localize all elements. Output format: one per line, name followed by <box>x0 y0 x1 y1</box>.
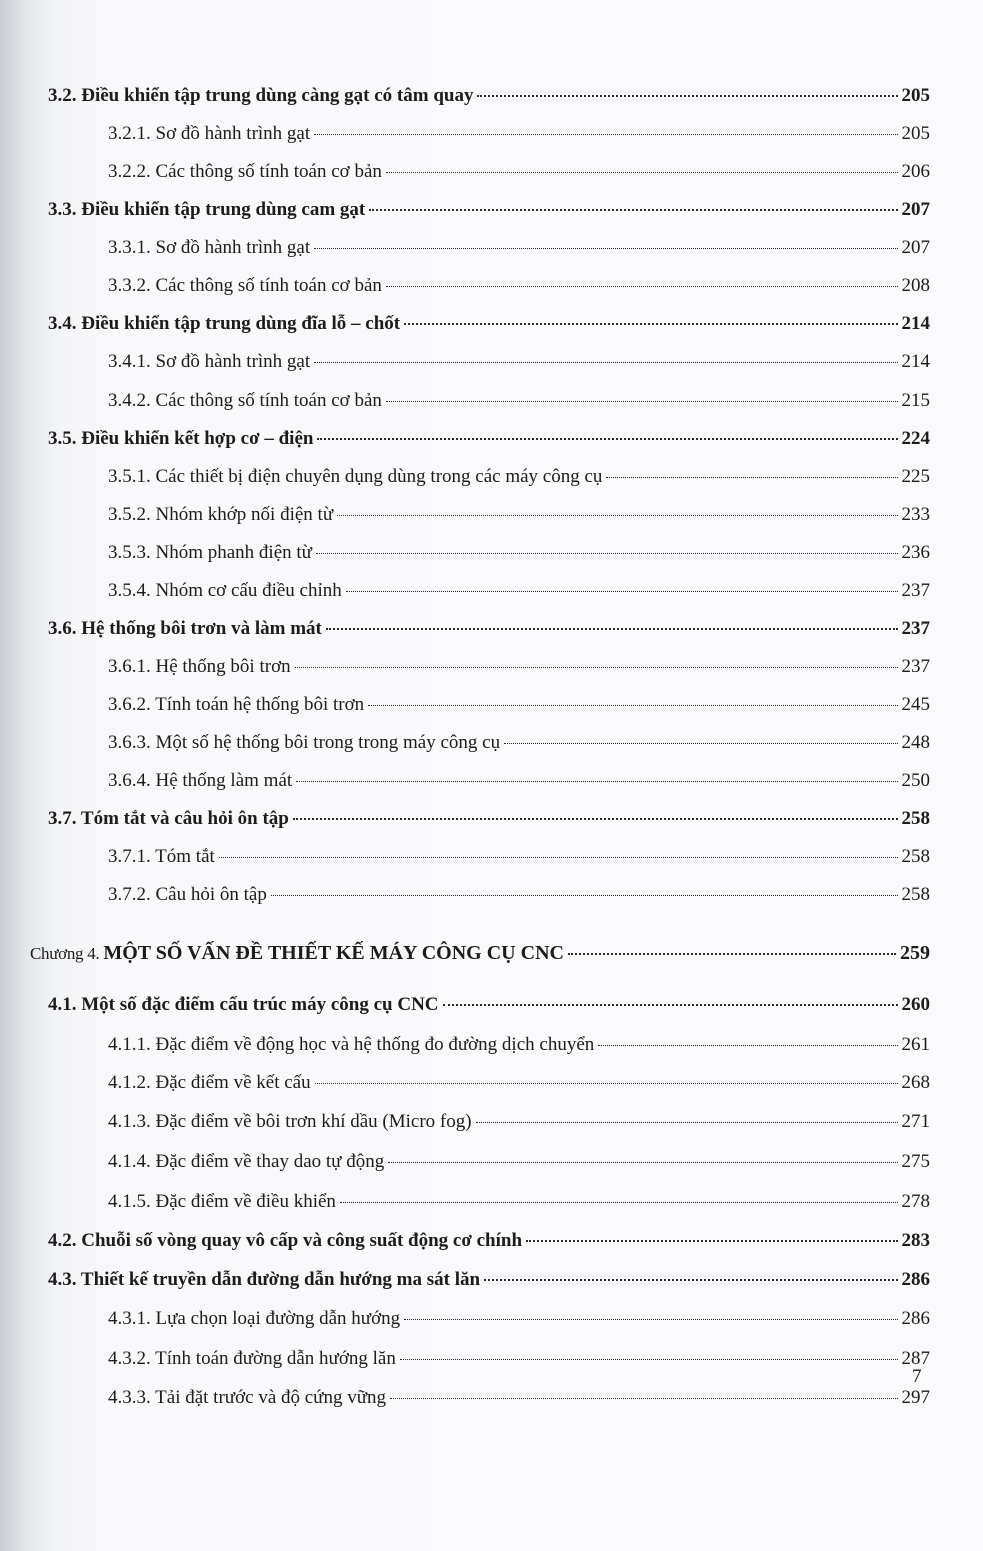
toc-entry-title: 4.1.3. Đặc điểm về bôi trơn khí dầu (Micro fog) <box>108 1111 472 1132</box>
toc-entry-title: 4.1.1. Đặc điểm về động học và hệ thống đo đường dịch chuyển <box>108 1034 595 1055</box>
toc-page-number: 206 <box>901 161 930 182</box>
toc-subsection-entry <box>108 1348 930 1370</box>
toc-entry-title: 3.3.2. Các thông số tính toán cơ bản <box>108 275 382 296</box>
toc-page-number: 286 <box>901 1269 930 1290</box>
toc-entry-title: 3.6.2. Tính toán hệ thống bôi trơn <box>108 694 365 715</box>
dot-leader <box>526 1238 897 1242</box>
dot-leader <box>606 475 897 478</box>
toc-section-entry <box>48 994 930 1016</box>
toc-section-entry <box>48 618 930 640</box>
toc-subsection-entry <box>108 1111 930 1133</box>
toc-subsection-entry <box>108 580 930 602</box>
toc-page-number: 268 <box>901 1072 930 1093</box>
toc-section-entry <box>48 428 930 450</box>
toc-page-number: 260 <box>901 994 930 1015</box>
toc-section-entry <box>48 1230 930 1252</box>
toc-entry-title: 4.1.4. Đặc điểm về thay dao tự động <box>108 1151 385 1172</box>
dot-leader <box>219 855 898 858</box>
dot-leader <box>315 1081 898 1084</box>
dot-leader <box>386 399 898 402</box>
toc-page-number: 237 <box>901 656 930 677</box>
toc-page-number: 207 <box>901 199 930 220</box>
toc-page-number: 237 <box>901 580 930 601</box>
toc-page-number: 208 <box>901 275 930 296</box>
toc-entry-title: 3.2.2. Các thông số tính toán cơ bản <box>108 161 382 182</box>
toc-page-number: 297 <box>901 1387 930 1408</box>
dot-leader <box>404 321 897 325</box>
toc-page-number: 214 <box>901 351 930 372</box>
dot-leader <box>296 779 897 782</box>
toc-page-number: 214 <box>901 313 930 334</box>
dot-leader <box>388 1160 897 1163</box>
dot-leader <box>326 626 898 630</box>
toc-page-number: 271 <box>901 1111 930 1132</box>
toc-entry-title: 3.5.3. Nhóm phanh điện từ <box>108 542 312 563</box>
toc-entry-title: 4.3.3. Tải đặt trước và độ cứng vững <box>108 1387 387 1408</box>
toc-page-number: 224 <box>901 428 930 449</box>
toc-page-number: 250 <box>901 770 930 791</box>
toc-page-number: 258 <box>901 846 930 867</box>
dot-leader <box>386 170 898 173</box>
toc-section-entry <box>48 199 930 221</box>
toc-page-number: 287 <box>901 1348 930 1369</box>
toc-subsection-entry <box>108 1072 930 1094</box>
toc-section-entry <box>48 1269 930 1291</box>
toc-page-number: 278 <box>901 1191 930 1212</box>
toc-entry-title: 3.5.1. Các thiết bị điện chuyên dụng dùng trong các máy công cụ <box>108 466 603 487</box>
toc-subsection-entry <box>108 123 930 145</box>
toc-subsection-entry <box>108 694 930 716</box>
toc-entry-title: 3.6.4. Hệ thống làm mát <box>108 770 293 791</box>
toc-subsection-entry <box>108 1034 930 1056</box>
toc-subsection-entry <box>108 504 930 526</box>
chapter-prefix: Chương 4. <box>30 944 100 963</box>
toc-subsection-entry <box>108 884 930 906</box>
dot-leader <box>400 1357 898 1360</box>
toc-page-number: 237 <box>901 618 930 639</box>
toc-entry-title: 3.2.1. Sơ đồ hành trình gạt <box>108 123 311 144</box>
toc-entry-title: 4.1.2. Đặc điểm về kết cấu <box>108 1072 311 1093</box>
dot-leader <box>314 246 897 249</box>
toc-page-number: 248 <box>901 732 930 753</box>
toc-entry-title: 3.7.1. Tóm tắt <box>108 846 215 867</box>
toc-entry-title: 4.3. Thiết kế truyền dẫn đường dẫn hướng ma sát lăn <box>48 1269 481 1290</box>
toc-entry-title: 3.4.2. Các thông số tính toán cơ bản <box>108 390 382 411</box>
dot-leader <box>340 1200 898 1203</box>
toc-subsection-entry <box>108 1387 930 1409</box>
toc-subsection-entry <box>108 656 930 678</box>
toc-section-entry <box>48 808 930 830</box>
toc-entry-title: 3.6.3. Một số hệ thống bôi trong trong máy công cụ <box>108 732 501 753</box>
toc-chapter-entry <box>30 942 930 965</box>
toc-subsection-entry <box>108 1151 930 1173</box>
toc-entry-title: 3.3. Điều khiển tập trung dùng cam gạt <box>48 199 366 220</box>
toc-entry-title: 4.1. Một số đặc điểm cấu trúc máy công cụ CNC <box>48 994 439 1015</box>
toc-page-number: 215 <box>901 390 930 411</box>
toc-entry-title: 3.6.1. Hệ thống bôi trơn <box>108 656 291 677</box>
toc-section-entry <box>48 85 930 107</box>
toc-entry-title: 3.2. Điều khiển tập trung dùng càng gạt có tâm quay <box>48 85 474 106</box>
dot-leader <box>369 207 897 211</box>
dot-leader <box>443 1002 898 1006</box>
dot-leader <box>390 1396 897 1399</box>
dot-leader <box>316 551 898 554</box>
dot-leader <box>317 436 897 440</box>
dot-leader <box>386 284 898 287</box>
dot-leader <box>314 360 897 363</box>
dot-leader <box>295 665 898 668</box>
dot-leader <box>477 93 897 97</box>
toc-entry-title: 3.3.1. Sơ đồ hành trình gạt <box>108 237 311 258</box>
toc-page-number: 225 <box>901 466 930 487</box>
toc-subsection-entry <box>108 770 930 792</box>
toc-page-number: 259 <box>900 942 930 964</box>
toc-page-number: 245 <box>901 694 930 715</box>
toc-page-number: 286 <box>901 1308 930 1329</box>
dot-leader <box>337 513 897 516</box>
toc-page-number: 261 <box>901 1034 930 1055</box>
dot-leader <box>484 1277 897 1281</box>
toc-entry-title: 3.6. Hệ thống bôi trơn và làm mát <box>48 618 322 639</box>
toc-page-number: 236 <box>901 542 930 563</box>
toc-page-number: 275 <box>901 1151 930 1172</box>
toc-entry-title: 3.5.2. Nhóm khớp nối điện từ <box>108 504 334 525</box>
dot-leader <box>271 893 898 896</box>
dot-leader <box>568 951 896 955</box>
toc-entry-title: 4.2. Chuỗi số vòng quay vô cấp và công suất động cơ chính <box>48 1230 523 1251</box>
toc-entry-title: 3.5. Điều khiển kết hợp cơ – điện <box>48 428 314 449</box>
toc-subsection-entry <box>108 542 930 564</box>
toc-page-number: 283 <box>901 1230 930 1251</box>
toc-entry-title: 3.7. Tóm tắt và câu hỏi ôn tập <box>48 808 289 829</box>
toc-page-number: 205 <box>901 85 930 106</box>
toc-subsection-entry <box>108 466 930 488</box>
toc-entry-title: 3.4.1. Sơ đồ hành trình gạt <box>108 351 311 372</box>
toc-section-entry <box>48 313 930 335</box>
toc-subsection-entry <box>108 275 930 297</box>
dot-leader <box>314 132 897 135</box>
toc-subsection-entry <box>108 390 930 412</box>
page-number: 7 <box>912 1366 922 1387</box>
toc-subsection-entry <box>108 161 930 183</box>
dot-leader <box>476 1120 898 1123</box>
toc-subsection-entry <box>108 1308 930 1330</box>
toc-page-number: 233 <box>901 504 930 525</box>
toc-subsection-entry <box>108 732 930 754</box>
toc-entry-title: 3.4. Điều khiển tập trung dùng đĩa lỗ – chốt <box>48 313 401 334</box>
toc-page-number: 207 <box>901 237 930 258</box>
toc-page-number: 258 <box>901 808 930 829</box>
dot-leader <box>404 1317 897 1320</box>
dot-leader <box>504 741 897 744</box>
toc-entry-title: 3.7.2. Câu hỏi ôn tập <box>108 884 267 905</box>
toc-entry-title: 4.3.1. Lựa chọn loại đường dẫn hướng <box>108 1308 401 1329</box>
toc-page-number: 205 <box>901 123 930 144</box>
toc-page-number: 258 <box>901 884 930 905</box>
toc-entry-title: MỘT SỐ VẤN ĐỀ THIẾT KẾ MÁY CÔNG CỤ CNC <box>103 942 564 964</box>
dot-leader <box>293 816 898 820</box>
dot-leader <box>368 703 897 706</box>
toc-entry-title: 4.3.2. Tính toán đường dẫn hướng lăn <box>108 1348 396 1369</box>
dot-leader <box>598 1043 897 1046</box>
toc-subsection-entry <box>108 351 930 373</box>
toc-entry-title: 3.5.4. Nhóm cơ cấu điều chỉnh <box>108 580 342 601</box>
toc-subsection-entry <box>108 1191 930 1213</box>
dot-leader <box>346 589 898 592</box>
toc-subsection-entry <box>108 846 930 868</box>
toc-subsection-entry <box>108 237 930 259</box>
toc-entry-title: 4.1.5. Đặc điểm về điều khiển <box>108 1191 336 1212</box>
